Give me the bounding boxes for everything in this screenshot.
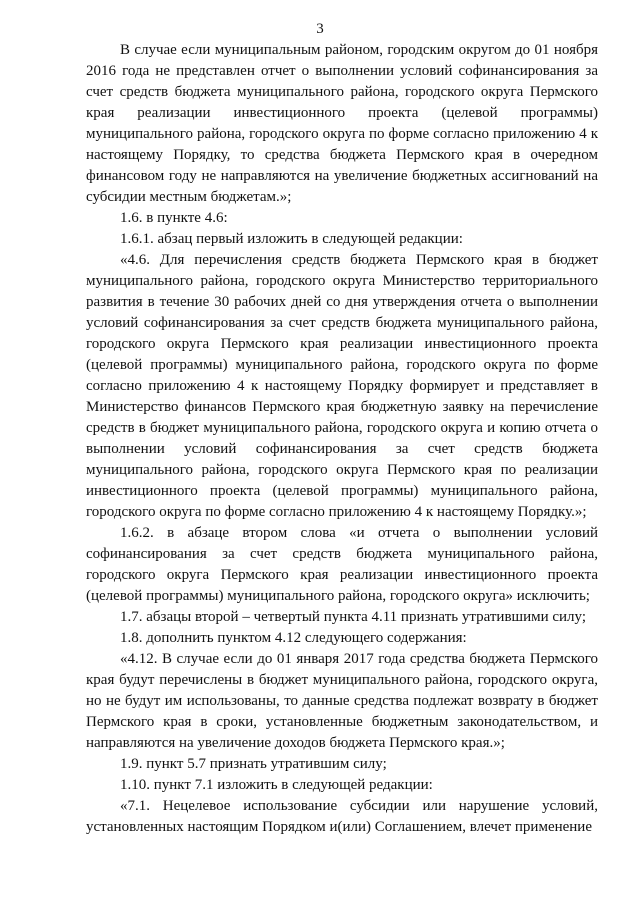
document-body xyxy=(86,40,598,838)
paragraph-item-4-6: «4.6. Для перечисления средств бюджета Пермского края в бюджет муниципального района, городского округа Министерство территориального развития в течение 30 рабочих дней со дня утверждения отчета о выполнении условий софинансирования за счет средств бюджета муниципального района, городского округа Пермского края реализации инвестиционного проекта (целевой программы) муниципального района, городского округа по форме согласно приложению 4 к настоящему Порядку формирует и представляет в Министерство финансов Пермского края бюджетную заявку на перечисление средств в бюджет муниципального района, городского округа и копию отчета о выполнении условий софинансирования за счет средств бюджета муниципального района, городского округа Пермского края по реализации инвестиционного проекта (целевой программы) муниципального района, городского округа по форме согласно приложению 4 к настоящему Порядку.»; xyxy=(86,252,598,520)
paragraph-item-1-8: 1.8. дополнить пунктом 4.12 следующего содержания: xyxy=(120,630,467,646)
paragraph-item-1-10: 1.10. пункт 7.1 изложить в следующей редакции: xyxy=(120,777,433,793)
paragraph-item-7-1: «7.1. Нецелевое использование субсидии или нарушение условий, установленных настоящим Порядком и(или) Соглашением, влечет применение xyxy=(86,798,598,835)
paragraph-item-1-6-1: 1.6.1. абзац первый изложить в следующей редакции: xyxy=(120,231,463,247)
paragraph-item-1-6-2: 1.6.2. в абзаце втором слова «и отчета о выполнении условий софинансирования за счет средств бюджета муниципального района, городского округа Пермского края реализации инвестиционного проекта (целевой программы) муниципального района, городского округа» исключить; xyxy=(86,525,598,604)
paragraph-item-4-12: «4.12. В случае если до 01 января 2017 года средства бюджета Пермского края будут перечислены в бюджет муниципального района, городского округа, но не будут им использованы, то данные средства подлежат возврату в бюджет Пермского края в сроки, установленные бюджетным законодательством, и направляются на увеличение доходов бюджета Пермского края.»; xyxy=(86,651,598,751)
paragraph-item-1-6: 1.6. в пункте 4.6: xyxy=(120,210,228,226)
page-number: 3 xyxy=(316,21,324,37)
paragraph-item-1-9: 1.9. пункт 5.7 признать утратившим силу; xyxy=(120,756,387,772)
paragraph-item-1-7: 1.7. абзацы второй – четвертый пункта 4.11 признать утратившими силу; xyxy=(120,609,587,625)
paragraph-report-not-submitted: В случае если муниципальным районом, городским округом до 01 ноября 2016 года не представлен отчет о выполнении условий софинансирования за счет средств бюджета муниципального района, городского округа Пермского края реализации инвестиционного проекта (целевой программы) муниципального района, городского округа по форме согласно приложению 4 к настоящему Порядку, то средства бюджета Пермского края в очередном финансовом году не направляются на увеличение бюджетных ассигнований на субсидии местным бюджетам.»; xyxy=(86,42,598,205)
